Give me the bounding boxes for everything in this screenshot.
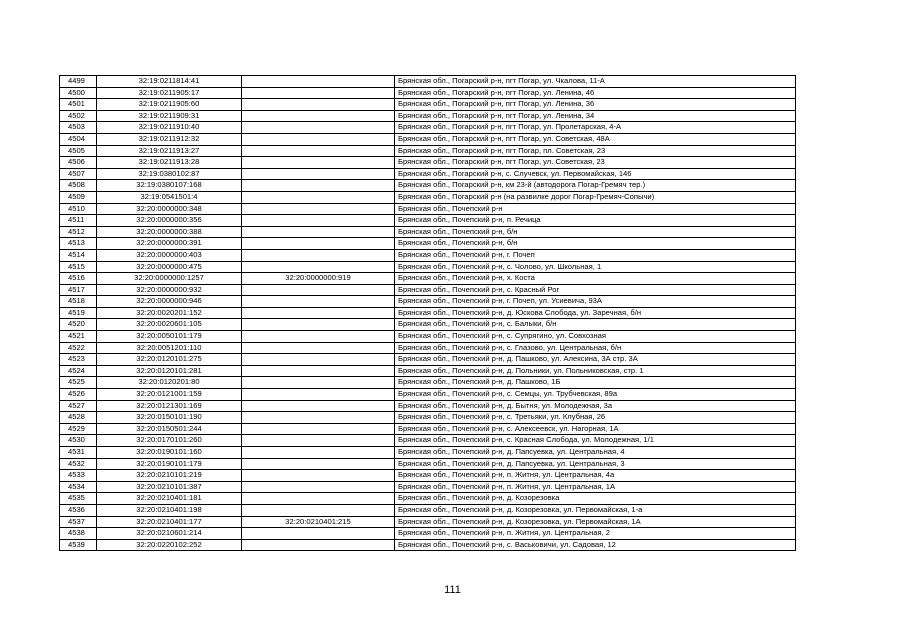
linked-cadastral-number-cell <box>242 133 395 145</box>
table-row <box>60 249 796 261</box>
row-number-cell: 4509 <box>60 191 97 203</box>
table-row <box>60 307 796 319</box>
table-row <box>60 99 796 111</box>
row-number-cell: 4538 <box>60 528 97 540</box>
table-row <box>60 412 796 424</box>
address-cell: Брянская обл., Почепский р-н, с. Супрягино, ул. Совхозная <box>395 331 796 343</box>
address-cell: Брянская обл., Почепский р-н, д. Папсуевка, ул. Центральная, 4 <box>395 447 796 459</box>
address-cell: Брянская обл., Почепский р-н, д. Пашково, ул. Алексина, 3А стр. 3А <box>395 354 796 366</box>
row-number-cell: 4530 <box>60 435 97 447</box>
cadastral-number-cell: 32:20:0120101:275 <box>97 354 242 366</box>
linked-cadastral-number-cell <box>242 400 395 412</box>
address-cell: Брянская обл., Почепский р-н, д. Юскова Слобода, ул. Заречная, б/н <box>395 307 796 319</box>
address-cell: Брянская обл., Почепский р-н, с. Глазово, ул. Центральная, б/н <box>395 342 796 354</box>
table-row <box>60 470 796 482</box>
row-number-cell: 4532 <box>60 458 97 470</box>
table-row <box>60 377 796 389</box>
table-row <box>60 191 796 203</box>
address-cell: Брянская обл., Почепский р-н, п. Житня, ул. Центральная, 4а <box>395 470 796 482</box>
table-row <box>60 539 796 551</box>
linked-cadastral-number-cell <box>242 319 395 331</box>
cadastral-number-cell: 32:20:0210601:214 <box>97 528 242 540</box>
linked-cadastral-number-cell <box>242 76 395 88</box>
row-number-cell: 4506 <box>60 157 97 169</box>
row-number-cell: 4516 <box>60 273 97 285</box>
row-number-cell: 4504 <box>60 133 97 145</box>
linked-cadastral-number-cell <box>242 99 395 111</box>
cadastral-number-cell: 32:20:0210101:219 <box>97 470 242 482</box>
linked-cadastral-number-cell <box>242 307 395 319</box>
row-number-cell: 4521 <box>60 331 97 343</box>
table-row <box>60 389 796 401</box>
cadastral-number-cell: 32:20:0051201:110 <box>97 342 242 354</box>
table-row <box>60 400 796 412</box>
linked-cadastral-number-cell <box>242 145 395 157</box>
cadastral-number-cell: 32:20:0210401:181 <box>97 493 242 505</box>
address-cell: Брянская обл., Почепский р-н, с. Балыки, б/н <box>395 319 796 331</box>
address-cell: Брянская обл., Почепский р-н, с. Красная Слобода, ул. Молодежная, 1/1 <box>395 435 796 447</box>
linked-cadastral-number-cell <box>242 342 395 354</box>
table-row <box>60 365 796 377</box>
table-row <box>60 319 796 331</box>
row-number-cell: 4537 <box>60 516 97 528</box>
linked-cadastral-number-cell <box>242 180 395 192</box>
linked-cadastral-number-cell <box>242 504 395 516</box>
cadastral-number-cell: 32:20:0000000:946 <box>97 296 242 308</box>
linked-cadastral-number-cell <box>242 226 395 238</box>
linked-cadastral-number-cell <box>242 331 395 343</box>
address-cell: Брянская обл., Почепский р-н, с. Красный Рог <box>395 284 796 296</box>
linked-cadastral-number-cell <box>242 238 395 250</box>
cadastral-number-cell: 32:19:0211909:31 <box>97 110 242 122</box>
table-row <box>60 273 796 285</box>
linked-cadastral-number-cell <box>242 365 395 377</box>
linked-cadastral-number-cell <box>242 87 395 99</box>
table-row <box>60 180 796 192</box>
address-cell: Брянская обл., Погарский р-н, пгт Погар, ул. Чкалова, 11-А <box>395 76 796 88</box>
cadastral-number-cell: 32:19:0211905:17 <box>97 87 242 99</box>
linked-cadastral-number-cell <box>242 539 395 551</box>
row-number-cell: 4511 <box>60 215 97 227</box>
row-number-cell: 4508 <box>60 180 97 192</box>
table-row <box>60 423 796 435</box>
row-number-cell: 4534 <box>60 481 97 493</box>
cadastral-number-cell: 32:20:0121001:159 <box>97 389 242 401</box>
row-number-cell: 4499 <box>60 76 97 88</box>
linked-cadastral-number-cell: 32:20:0000000:919 <box>242 273 395 285</box>
row-number-cell: 4513 <box>60 238 97 250</box>
linked-cadastral-number-cell <box>242 296 395 308</box>
row-number-cell: 4505 <box>60 145 97 157</box>
row-number-cell: 4539 <box>60 539 97 551</box>
address-cell: Брянская обл., Почепский р-н, д. Козорезовка <box>395 493 796 505</box>
row-number-cell: 4526 <box>60 389 97 401</box>
linked-cadastral-number-cell <box>242 215 395 227</box>
table-row <box>60 157 796 169</box>
row-number-cell: 4535 <box>60 493 97 505</box>
linked-cadastral-number-cell: 32:20:0210401:215 <box>242 516 395 528</box>
linked-cadastral-number-cell <box>242 354 395 366</box>
linked-cadastral-number-cell <box>242 377 395 389</box>
cadastral-number-cell: 32:19:0541501:4 <box>97 191 242 203</box>
row-number-cell: 4519 <box>60 307 97 319</box>
cadastral-number-cell: 32:19:0211905:60 <box>97 99 242 111</box>
row-number-cell: 4528 <box>60 412 97 424</box>
cadastral-number-cell: 32:20:0120101:281 <box>97 365 242 377</box>
linked-cadastral-number-cell <box>242 481 395 493</box>
address-cell: Брянская обл., Почепский р-н, г. Почеп <box>395 249 796 261</box>
linked-cadastral-number-cell <box>242 423 395 435</box>
linked-cadastral-number-cell <box>242 458 395 470</box>
cadastral-number-cell: 32:19:0211913:28 <box>97 157 242 169</box>
table-row <box>60 493 796 505</box>
cadastral-number-cell: 32:20:0190101:160 <box>97 447 242 459</box>
linked-cadastral-number-cell <box>242 284 395 296</box>
cadastral-number-cell: 32:20:0210401:198 <box>97 504 242 516</box>
table-row <box>60 284 796 296</box>
linked-cadastral-number-cell <box>242 261 395 273</box>
row-number-cell: 4524 <box>60 365 97 377</box>
cadastral-number-cell: 32:20:0121301:169 <box>97 400 242 412</box>
address-cell: Брянская обл., Погарский р-н, пгт Погар, ул. Советская, 23 <box>395 157 796 169</box>
row-number-cell: 4523 <box>60 354 97 366</box>
table-row <box>60 215 796 227</box>
address-cell: Брянская обл., Погарский р-н, км 23-й (автодорога Погар-Гремяч тер.) <box>395 180 796 192</box>
table-row <box>60 226 796 238</box>
linked-cadastral-number-cell <box>242 412 395 424</box>
row-number-cell: 4527 <box>60 400 97 412</box>
cadastral-number-cell: 32:20:0000000:403 <box>97 249 242 261</box>
table-row <box>60 447 796 459</box>
address-cell: Брянская обл., Почепский р-н, с. Чолово, ул. Школьная, 1 <box>395 261 796 273</box>
linked-cadastral-number-cell <box>242 191 395 203</box>
row-number-cell: 4531 <box>60 447 97 459</box>
address-cell: Брянская обл., Почепский р-н, д. Козорезовка, ул. Первомайская, 1А <box>395 516 796 528</box>
row-number-cell: 4512 <box>60 226 97 238</box>
cadastral-number-cell: 32:20:0050101:179 <box>97 331 242 343</box>
linked-cadastral-number-cell <box>242 203 395 215</box>
address-cell: Брянская обл., Погарский р-н, пгт Погар, ул. Ленина, 34 <box>395 110 796 122</box>
linked-cadastral-number-cell <box>242 168 395 180</box>
row-number-cell: 4503 <box>60 122 97 134</box>
address-cell: Брянская обл., Почепский р-н, д. Пашково, 1Б <box>395 377 796 389</box>
table-row <box>60 133 796 145</box>
cadastral-number-cell: 32:20:0120201:80 <box>97 377 242 389</box>
address-cell: Брянская обл., Почепский р-н, с. Васьковичи, ул. Садовая, 12 <box>395 539 796 551</box>
cadastral-number-cell: 32:19:0211913:27 <box>97 145 242 157</box>
address-cell: Брянская обл., Почепский р-н, п. Житня, ул. Центральная, 2 <box>395 528 796 540</box>
row-number-cell: 4529 <box>60 423 97 435</box>
cadastral-number-cell: 32:20:0000000:475 <box>97 261 242 273</box>
row-number-cell: 4510 <box>60 203 97 215</box>
address-cell: Брянская обл., Почепский р-н, с. Семцы, ул. Трубчевская, 89а <box>395 389 796 401</box>
address-cell: Брянская обл., Погарский р-н, пгт Погар, ул. Советская, 48А <box>395 133 796 145</box>
cadastral-number-cell: 32:20:0000000:1257 <box>97 273 242 285</box>
address-cell: Брянская обл., Погарский р-н (на развилке дорог Погар-Гремяч-Сопычи) <box>395 191 796 203</box>
address-cell: Брянская обл., Почепский р-н <box>395 203 796 215</box>
table-row <box>60 331 796 343</box>
address-cell: Брянская обл., Почепский р-н, с. Алексеевск, ул. Нагорная, 1А <box>395 423 796 435</box>
table-row <box>60 435 796 447</box>
row-number-cell: 4517 <box>60 284 97 296</box>
table-row <box>60 354 796 366</box>
table-row <box>60 296 796 308</box>
cadastral-number-cell: 32:20:0000000:932 <box>97 284 242 296</box>
cadastral-number-cell: 32:20:0000000:348 <box>97 203 242 215</box>
table-row <box>60 261 796 273</box>
cadastral-number-cell: 32:20:0000000:356 <box>97 215 242 227</box>
row-number-cell: 4536 <box>60 504 97 516</box>
address-cell: Брянская обл., Почепский р-н, д. Бытня, ул. Молодежная, 3а <box>395 400 796 412</box>
linked-cadastral-number-cell <box>242 249 395 261</box>
table-row <box>60 145 796 157</box>
table-row <box>60 504 796 516</box>
row-number-cell: 4522 <box>60 342 97 354</box>
table-row <box>60 168 796 180</box>
table-row <box>60 481 796 493</box>
linked-cadastral-number-cell <box>242 493 395 505</box>
linked-cadastral-number-cell <box>242 110 395 122</box>
address-cell: Брянская обл., Почепский р-н, д. Козорезовка, ул. Первомайская, 1-а <box>395 504 796 516</box>
linked-cadastral-number-cell <box>242 447 395 459</box>
table-row <box>60 122 796 134</box>
address-cell: Брянская обл., Погарский р-н, пгт Погар, пл. Советская, 23 <box>395 145 796 157</box>
row-number-cell: 4525 <box>60 377 97 389</box>
table-row <box>60 458 796 470</box>
linked-cadastral-number-cell <box>242 157 395 169</box>
cadastral-number-cell: 32:20:0150101:190 <box>97 412 242 424</box>
table-row <box>60 110 796 122</box>
address-cell: Брянская обл., Почепский р-н, п. Житня, ул. Центральная, 1А <box>395 481 796 493</box>
address-cell: Брянская обл., Почепский р-н, г. Почеп, ул. Усиевича, 93А <box>395 296 796 308</box>
linked-cadastral-number-cell <box>242 470 395 482</box>
table-row <box>60 342 796 354</box>
registry-table <box>59 75 796 551</box>
cadastral-number-cell: 32:19:0211912:32 <box>97 133 242 145</box>
cadastral-number-cell: 32:19:0380102:87 <box>97 168 242 180</box>
cadastral-number-cell: 32:20:0000000:388 <box>97 226 242 238</box>
row-number-cell: 4533 <box>60 470 97 482</box>
address-cell: Брянская обл., Почепский р-н, п. Речица <box>395 215 796 227</box>
cadastral-number-cell: 32:20:0020601:105 <box>97 319 242 331</box>
row-number-cell: 4501 <box>60 99 97 111</box>
address-cell: Брянская обл., Погарский р-н, пгт Погар, ул. Ленина, 46 <box>395 87 796 99</box>
address-cell: Брянская обл., Почепский р-н, с. Третьяки, ул. Клубная, 26 <box>395 412 796 424</box>
address-cell: Брянская обл., Погарский р-н, пгт Погар, ул. Ленина, 36 <box>395 99 796 111</box>
address-cell: Брянская обл., Погарский р-н, пгт Погар, ул. Пролетарская, 4-А <box>395 122 796 134</box>
row-number-cell: 4500 <box>60 87 97 99</box>
address-cell: Брянская обл., Почепский р-н, б/н <box>395 226 796 238</box>
page-number: 111 <box>444 584 461 596</box>
address-cell: Брянская обл., Погарский р-н, с. Случевск, ул. Первомайская, 146 <box>395 168 796 180</box>
row-number-cell: 4515 <box>60 261 97 273</box>
table-row <box>60 203 796 215</box>
row-number-cell: 4518 <box>60 296 97 308</box>
linked-cadastral-number-cell <box>242 122 395 134</box>
linked-cadastral-number-cell <box>242 435 395 447</box>
linked-cadastral-number-cell <box>242 389 395 401</box>
row-number-cell: 4520 <box>60 319 97 331</box>
cadastral-number-cell: 32:20:0150501:244 <box>97 423 242 435</box>
cadastral-number-cell: 32:20:0170101:260 <box>97 435 242 447</box>
cadastral-number-cell: 32:20:0220102:252 <box>97 539 242 551</box>
table-row <box>60 87 796 99</box>
table-row <box>60 528 796 540</box>
cadastral-number-cell: 32:20:0020201:152 <box>97 307 242 319</box>
row-number-cell: 4502 <box>60 110 97 122</box>
table-row <box>60 516 796 528</box>
address-cell: Брянская обл., Почепский р-н, д. Папсуевка, ул. Центральная, 3 <box>395 458 796 470</box>
linked-cadastral-number-cell <box>242 528 395 540</box>
table-row <box>60 238 796 250</box>
cadastral-number-cell: 32:19:0211814:41 <box>97 76 242 88</box>
address-cell: Брянская обл., Почепский р-н, б/н <box>395 238 796 250</box>
cadastral-number-cell: 32:19:0211910:40 <box>97 122 242 134</box>
row-number-cell: 4507 <box>60 168 97 180</box>
address-cell: Брянская обл., Почепский р-н, х. Коста <box>395 273 796 285</box>
address-cell: Брянская обл., Почепский р-н, д. Польники, ул. Польниковская, стр. 1 <box>395 365 796 377</box>
cadastral-number-cell: 32:20:0190101:179 <box>97 458 242 470</box>
cadastral-number-cell: 32:20:0210401:177 <box>97 516 242 528</box>
cadastral-number-cell: 32:19:0380107:168 <box>97 180 242 192</box>
registry-table-body <box>60 76 796 551</box>
cadastral-number-cell: 32:20:0000000:391 <box>97 238 242 250</box>
row-number-cell: 4514 <box>60 249 97 261</box>
table-row <box>60 76 796 88</box>
cadastral-number-cell: 32:20:0210101:387 <box>97 481 242 493</box>
